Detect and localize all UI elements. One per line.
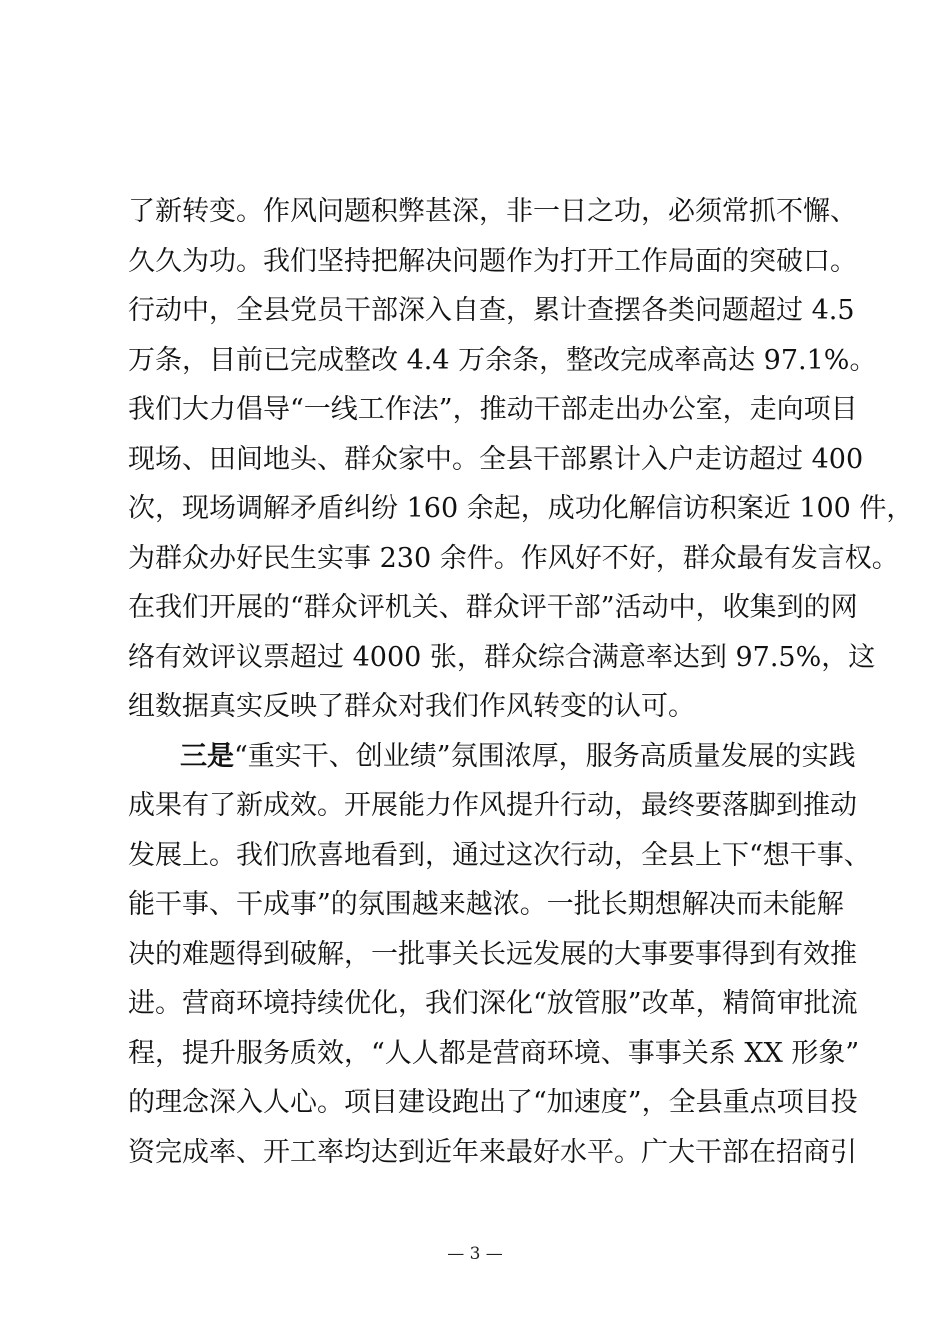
text-line: 发展上。我们欣喜地看到，通过这次行动，全县上下“想干事、 — [128, 839, 871, 871]
text-line: 成果有了新成效。开展能力作风提升行动，最终要落脚到推动 — [128, 790, 857, 821]
paragraph-lead-bold: 三是 — [180, 740, 234, 772]
text-line: 程，提升服务质效，“人人都是营商环境、事事关系 XX 形象” — [128, 1037, 860, 1069]
text-line: 久久为功。我们坚持把解决问题作为打开工作局面的突破口。 — [128, 245, 857, 277]
paragraph-2 — [128, 732, 871, 1178]
page-number: — 3 — — [447, 1244, 503, 1264]
text-line: 次，现场调解矛盾纠纷 160 余起，成功化解信访积案近 100 件， — [128, 493, 914, 524]
document-body — [128, 187, 914, 1177]
text-line: 的理念深入人心。项目建设跑出了“加速度”，全县重点项目投 — [128, 1087, 858, 1118]
text-line: 资完成率、开工率均达到近年来最好水平。广大干部在招商引 — [128, 1136, 857, 1168]
paragraph-1 — [128, 187, 914, 732]
text-line: 行动中，全县党员干部深入自查，累计查摆各类问题超过 4.5 — [128, 295, 855, 326]
paragraph-first-line — [128, 732, 856, 782]
text-line: 决的难题得到破解，一批事关长远发展的大事要事得到有效推 — [128, 938, 857, 970]
text-line: 现场、田间地头、群众家中。全县干部累计入户走访超过 400 — [128, 443, 864, 475]
text-line: 进。营商环境持续优化，我们深化“放管服”改革，精简审批流 — [128, 988, 858, 1019]
text-line: 了新转变。作风问题积弊甚深，非一日之功，必须常抓不懈、 — [128, 196, 857, 227]
text-line: 我们大力倡导“一线工作法”，推动干部走出办公室，走向项目 — [128, 394, 858, 425]
text-line: 为群众办好民生实事 230 余件。作风好不好，群众最有发言权。 — [128, 542, 899, 574]
text-line: 组数据真实反映了群众对我们作风转变的认可。 — [128, 691, 695, 722]
text-line: 络有效评议票超过 4000 张，群众综合满意率达到 97.5%，这 — [128, 641, 876, 673]
text-line: 万条，目前已完成整改 4.4 万余条，整改完成率高达 97.1%。 — [128, 344, 877, 376]
paragraph-first-line-rest: “重实干、创业绩”氛围浓厚，服务高质量发展的实践 — [234, 740, 856, 772]
text-line: 在我们开展的“群众评机关、群众评干部”活动中，收集到的网 — [128, 592, 858, 623]
text-line: 能干事、干成事”的氛围越来越浓。一批长期想解决而未能解 — [128, 889, 844, 920]
